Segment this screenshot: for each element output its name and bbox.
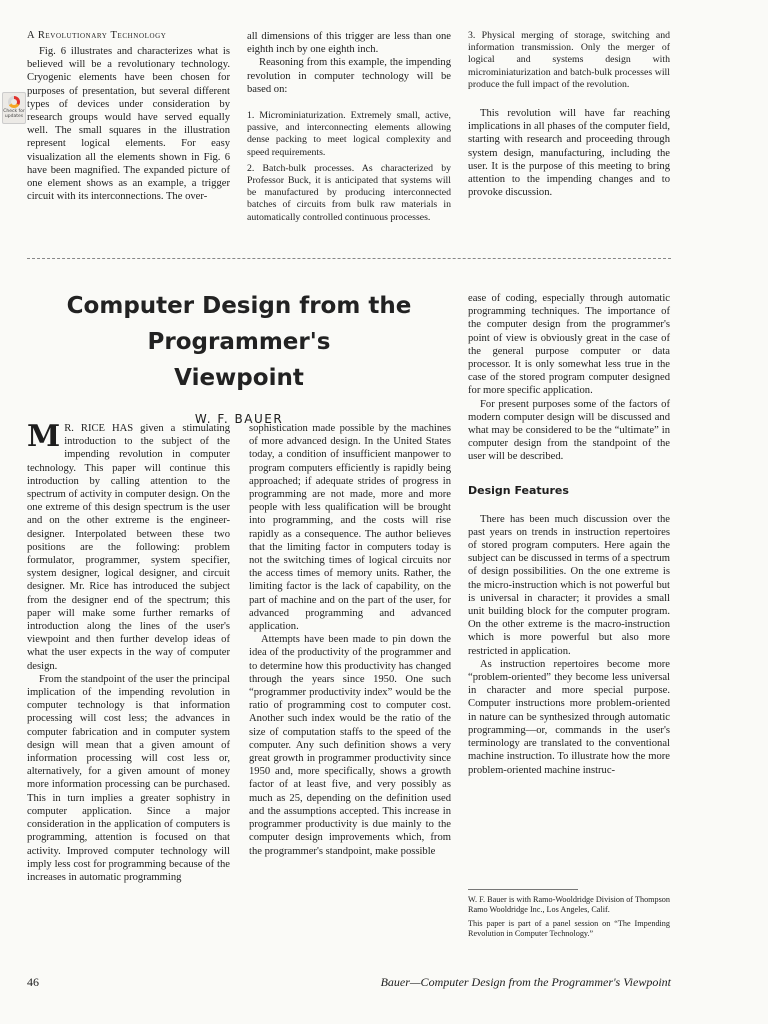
paragraph: There has been much discussion over the past years on trends in instruction repertoires of stored program computers. Here again the subject can be discussed in terms of a spectrum of design possibilities. On the one extreme is the micro-instruction which is not powerful but is universal in character; it provides a small unit building block for the computer program. On the other extreme is the macro-instruction which is more powerful but also more restricted in application. xyxy=(468,513,670,657)
prev-article-column-2 xyxy=(247,30,451,228)
paragraph: For present purposes some of the factors of modern computer design will be discussed and what may be considered to be the “ultimate” in computer design from the standpoint of the user will be described. xyxy=(468,398,670,463)
footnote-affiliation: W. F. Bauer is with Ramo-Wooldridge Division of Thompson Ramo Wooldridge Inc., Los Angeles, Calif. xyxy=(468,895,670,914)
article-column-3 xyxy=(468,292,670,777)
paragraph: sophistication made possible by the machines of more advanced design. In the United States today, a condition of insufficient manpower to program computers efficiently is rapidly being approached; if adequate strides of progress in programming are not made, more and more people with less qualification will be brought into programming, and the costs will rise rapidly as a consequence. The author believes that the limiting factor in computers today is not the switching times of logical circuits nor the access times of memory units. Rather, the limiting factor is the lack of capability, on the part of machine and on the part of the user, for advanced programming and advanced application. xyxy=(249,423,451,633)
article-title: Computer Design from the Programmer's Viewpoint xyxy=(66,293,412,391)
paragraph: Fig. 6 illustrates and characterizes what is believed will be a revolutionary technology. Cryogenic elements have been chosen for purposes of presentation, but several different types of devices under consideration by research groups would have served equally well. The small squares in the illustration represent logical elements. For easy visualization all the elements shown in Fig. 6 have been magnified. The expanded picture of one element shows as an example, a trigger circuit with its interconnections. The over- xyxy=(27,46,230,203)
paragraph: Reasoning from this example, the impending revolution in computer technology will be based on: xyxy=(247,57,451,95)
drop-cap: M xyxy=(27,419,61,454)
paragraph: all dimensions of this trigger are less than one eighth inch by one eighth inch. xyxy=(247,31,451,56)
paragraph: M R. RICE HAS given a stimulating introduction to the subject of the impending revolution in computer technology. This paper will continue this introduction by calling attention to the spectrum of activity in computer design. On the one extreme of this design spectrum is the user and on the other extreme is the engineer-designer. Interpolated between these two positions are the following: problem formulator, programmer, system specifier, system designer, logical designer, and circuit designer. Mr. Rice has introduced the subject from the designer end of the spectrum; this paper will make some further remarks of introduction along the lines of the user's viewpoint and then further develop ideas of what the user expects in the way of computer design. xyxy=(27,419,230,672)
prev-article-column-1 xyxy=(27,30,230,203)
footnote-panel-note: This paper is part of a panel session on “The Impending Revolution in Computer Technology.” xyxy=(468,919,670,938)
article-column-2 xyxy=(249,422,451,858)
list-item: 1. Microminiaturization. Extremely small, active, passive, and interconnecting elements allowing dense packing to meet logical complexity and speed requirements. xyxy=(247,110,451,158)
footnotes xyxy=(468,895,670,943)
article-author: W. F. BAUER xyxy=(194,412,284,426)
paragraph: Attempts have been made to pin down the idea of the productivity of the programmer and to determine how this productivity has changed through the years since 1950. One such “programmer productivity index” would be the ratio of programming cost to computer cost. Another such index would be the ratio of the size of computation staffs to the speed of the computer. Any such definition shows a very great growth in programmer productivity since 1950 and, more specifically, shows a growth factor of at least five, and very possibly as much as 25, depending on the definition used and the assumptions accepted. This increase in programmer productivity is due mainly to the computer design improvements which, from the programmer's standpoint, make possible xyxy=(249,634,451,857)
section-divider xyxy=(27,258,671,259)
section-heading-revolutionary-technology: A Revolutionary Technology xyxy=(27,30,167,41)
running-title: Bauer—Computer Design from the Programmer's Viewpoint xyxy=(380,975,671,989)
footnote-rule xyxy=(468,889,578,890)
list-item: 2. Batch-bulk processes. As characterized by Professor Buck, it is anticipated that systems will be manufactured by producing interconnected batches of circuits from bulk raw materials in automatically controlled continuous processes. xyxy=(247,162,451,223)
article-header xyxy=(27,288,451,426)
paragraph: ease of coding, especially through automatic programming techniques. The importance of the computer design from the programmer's point of view is obviously great in the case of the general purpose computer or data processor. It is only somewhat less true in the case of the stored program computer designed for more specific application. xyxy=(468,293,670,397)
page-number: 46 xyxy=(27,975,39,989)
article-column-1 xyxy=(27,419,230,884)
check-for-updates-badge[interactable] xyxy=(2,92,26,124)
section-heading-design-features: Design Features xyxy=(468,483,569,497)
prev-article-column-3 xyxy=(468,30,670,199)
crossmark-icon xyxy=(8,96,20,108)
badge-label: Check for updates xyxy=(3,109,25,119)
list-item: 3. Physical merging of storage, switching and information transmission. Only the merger of logical and systems design with microminiaturization and batch-bulk processes will produce the full impact of the revolution. xyxy=(468,30,670,90)
paragraph: From the standpoint of the user the principal implication of the impending revolution in computer technology is that information processing will cost less; the advances in computer fabrication and in computer system design will mean that a given amount of information processing will cost less or, alternatively, for a given amount of money more information processing can be purchased. This in turn implies a greater sophistry in computer application. Since a major consideration in the application of computers is programming, attention is focused on that activity. Improved computer technology will imply less cost for programming because of the increases in automatic programming xyxy=(27,673,230,883)
paragraph: This revolution will have far reaching implications in all phases of the computer field, starting with research and proceeding through system design, manufacturing, including the user. It is the purpose of this meeting to bring attention to the impending changes and to provoke discussion. xyxy=(468,108,670,199)
paragraph: As instruction repertoires become more “problem-oriented” they become less universal in character and more special purpose. Computer instructions more problem-oriented in nature can be synthesized through automatic programming—or, commands in the user's terminology are translated to the conventional machine instruction. To illustrate how the more problem-oriented machine instruc- xyxy=(468,658,670,776)
